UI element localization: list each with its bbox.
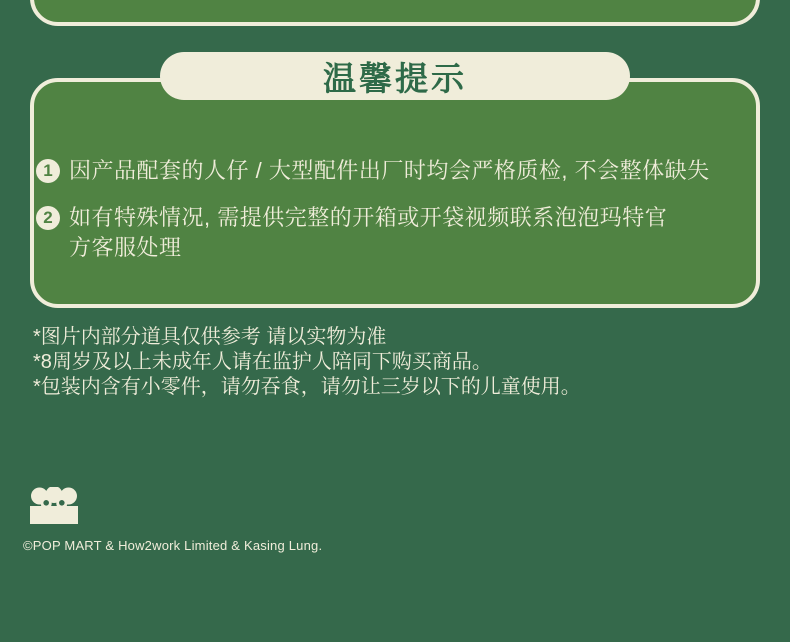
footnote-line: *8周岁及以上未成年人请在监护人陪同下购买商品。 xyxy=(33,351,492,373)
copyright-text: ©POP MART & How2work Limited & Kasing Lung. xyxy=(23,538,323,553)
notice-item-2 xyxy=(36,203,736,263)
footnote-line: *包装内含有小零件，请勿吞食，请勿让三岁以下的儿童使用。 xyxy=(33,376,581,398)
crown-icon xyxy=(30,487,78,525)
notice-item-1 xyxy=(36,156,736,186)
footnote-line: *图片内部分道具仅供参考 请以实物为准 xyxy=(33,326,387,348)
top-panel xyxy=(30,0,760,26)
notice-list xyxy=(36,156,736,280)
title-pill xyxy=(160,52,630,100)
notice-text-1: 因产品配套的人仔 / 大型配件出厂时均会严格质检, 不会整体缺失 xyxy=(69,158,710,183)
footnotes xyxy=(33,325,763,400)
number-badge-1: 1 xyxy=(36,159,60,183)
page-title: 温馨提示 xyxy=(323,59,467,97)
notice-text-2: 如有特殊情况, 需提供完整的开箱或开袋视频联系泡泡玛特官方客服处理 xyxy=(69,205,668,260)
number-badge-2: 2 xyxy=(36,206,60,230)
